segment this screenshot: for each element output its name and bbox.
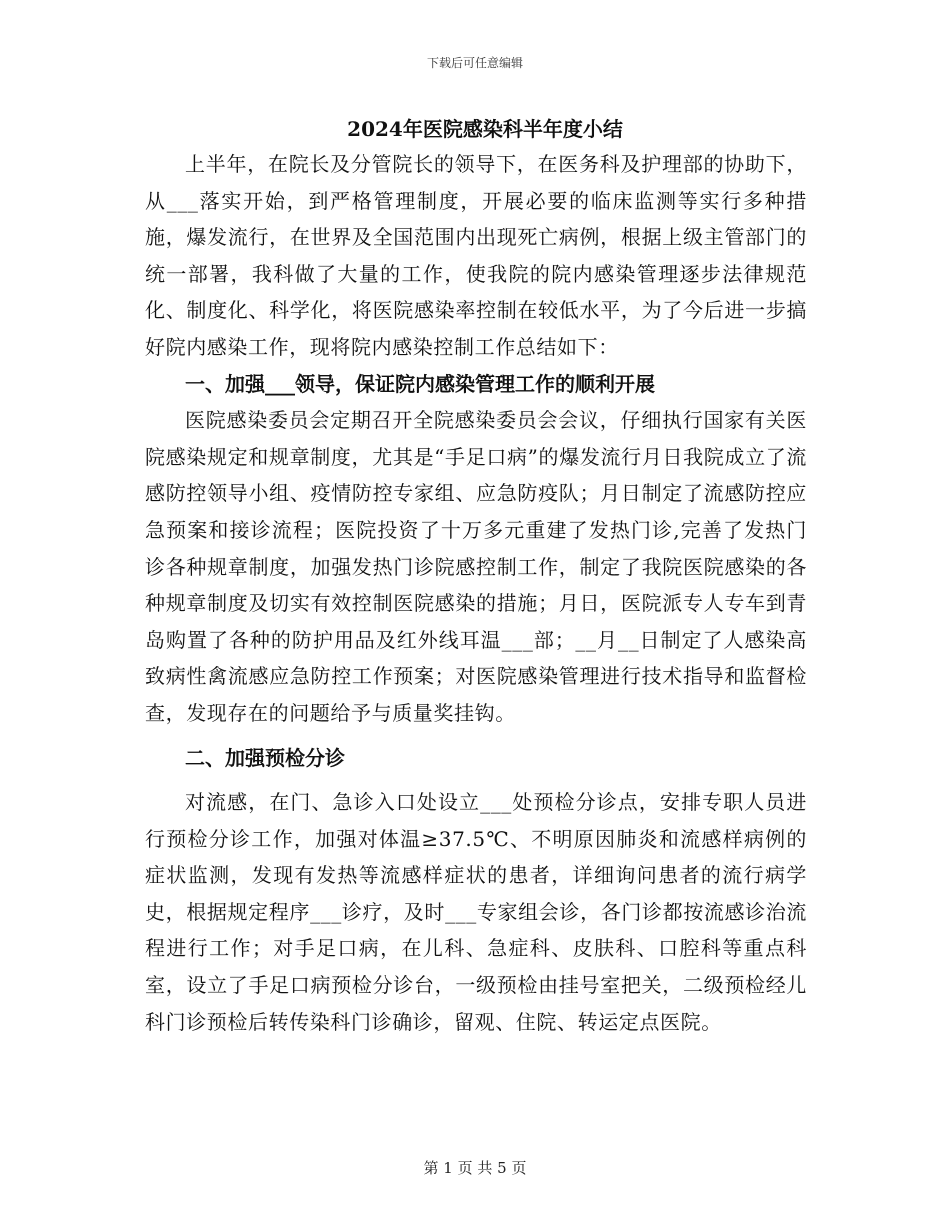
section-1-heading: 一、加强___领导，保证院内感染管理工作的顺利开展 (185, 371, 655, 396)
intro-paragraph: 上半年，在院长及分管院长的领导下，在医务科及护理部的协助下，从___落实开始，到严格管理制度，开展必要的临床监测等实行多种措施，爆发流行，在世界及全国范围内出现死亡病例，根据上级主管部门的统一部署，我科做了大量的工作，使我院的院内感染管理逐步法律规范化、制度化、科学化，将医院感染率控制在较低水平，为了今后进一步搞好院内感染工作，现将院内感染控制工作总结如下： (145, 152, 807, 359)
document-body (145, 112, 807, 1040)
section-2-paragraph: 对流感，在门、急诊入口处设立___处预检分诊点，安排专职人员进行预检分诊工作，加强对体温≥37.5℃、不明原因肺炎和流感样病例的症状监测，发现有发热等流感样症状的患者，详细询问患者的流行病学史，根据规定程序___诊疗，及时___专家组会诊，各门诊都按流感诊治流程进行工作；对手足口病，在儿科、急症科、皮肤科、口腔科等重点科室，设立了手足口病预检分诊台，一级预检由挂号室把关，二级预检经儿科门诊预检后转传染科门诊确诊，留观、住院、转运定点医院。 (145, 790, 807, 1034)
section-1-paragraph: 医院感染委员会定期召开全院感染委员会会议，仔细执行国家有关医院感染规定和规章制度，尤其是“手足口病”的爆发流行月日我院成立了流感防控领导小组、疫情防控专家组、应急防疫队；月日制定了流感防控应急预案和接诊流程；医院投资了十万多元重建了发热门诊,完善了发热门诊各种规章制度，加强发热门诊院感控制工作，制定了我院医院感染的各种规章制度及切实有效控制医院感染的措施；月日，医院派专人专车到青岛购置了各种的防护用品及红外线耳温___部；__月__日制定了人感染高致病性禽流感应急防控工作预案；对医院感染管理进行技术指导和监督检查，发现存在的问题给予与质量奖挂钩。 (145, 408, 807, 725)
section-spacer (145, 732, 807, 740)
page-header-note: 下载后可任意编辑 (426, 56, 523, 70)
section-2-heading: 二、加强预检分诊 (185, 745, 345, 770)
page-number: 第 1 页 共 5 页 (423, 1159, 527, 1177)
document-title: 2024年医院感染科半年度小结 (347, 117, 623, 141)
section-spacer (145, 776, 807, 784)
